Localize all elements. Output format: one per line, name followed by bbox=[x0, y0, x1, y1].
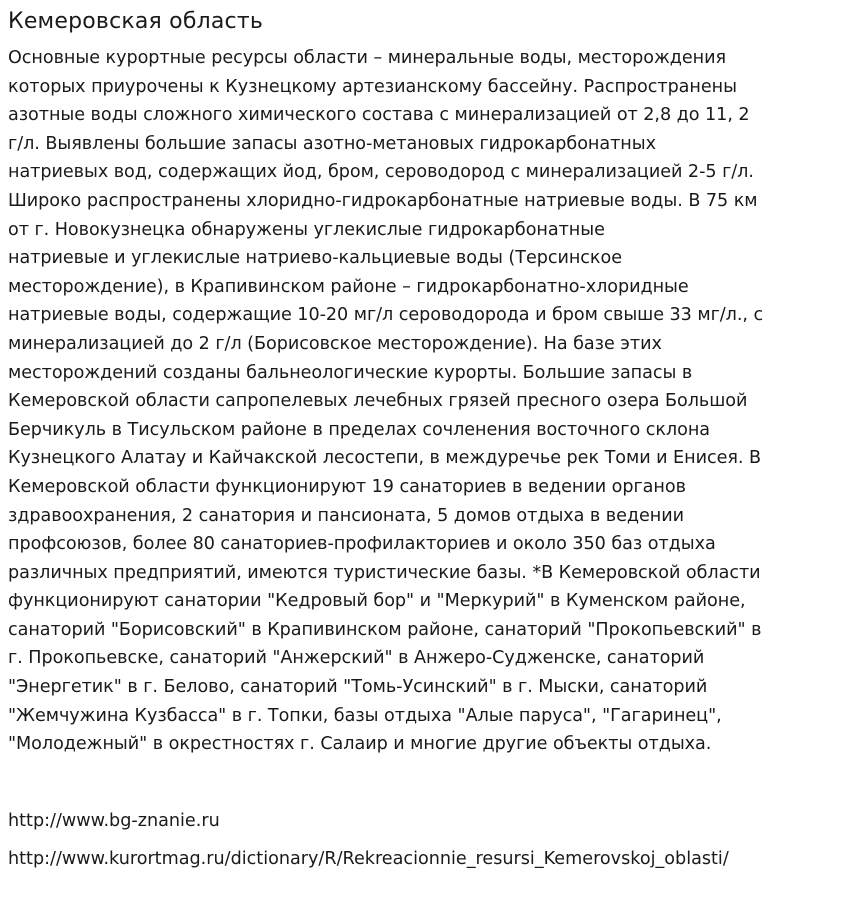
source-links bbox=[8, 807, 839, 873]
source-link-kurortmag[interactable]: http://www.kurortmag.ru/dictionary/R/Rekreacionnie_resursi_Kemerovskoj_oblasti/ bbox=[8, 848, 729, 869]
source-link-bg-znanie[interactable]: http://www.bg-znanie.ru bbox=[8, 810, 220, 831]
article-body: Основные курортные ресурсы области – минеральные воды, месторождения которых приурочены к Кузнецкому артезианскому бассейну. Распространены азотные воды сложного химического состава с минерализацией от 2,8 до 11, 2 г/л. Выявлены большие запасы азотно-метановых гидрокарбонатных натриевых вод, содержащих йод, бром, сероводород с минерализацией 2-5 г/л. Широко распространены хлоридно-гидрокарбонатные натриевые воды. В 75 км от г. Новокузнецка обнаружены углекислые гидрокарбонатные натриевые и углекислые натриево-кальциевые воды (Терсинское месторождение), в Крапивинском районе – гидрокарбонатно-хлоридные натриевые воды, содержащие 10-20 мг/л сероводорода и бром свыше 33 мг/л., с минерализацией до 2 г/л (Борисовское месторождение). На базе этих месторождений созданы бальнеологические курорты. Большие запасы в Кемеровской области сапропелевых лечебных грязей пресного озера Большой Берчикуль в Тисульском районе в пределах сочленения восточного склона Кузнецкого Алатау и Кайчакской лесостепи, в междуречье рек Томи и Енисея. В Кемеровской области функционируют 19 санаториев в ведении органов здравоохранения, 2 санатория и пансионата, 5 домов отдыха в ведении профсоюзов, более 80 санаториев-профилакториев и около 350 баз отдыха различных предприятий, имеются туристические базы. *В Кемеровской области функционируют санатории "Кедровый бор" и "Меркурий" в Куменском районе, санаторий "Борисовский" в Крапивинском районе, санаторий "Прокопьевский" в г. Прокопьевске, санаторий "Анжерский" в Анжеро-Судженске, санаторий "Энергетик" в г. Белово, санаторий "Томь-Усинский" в г. Мыски, санаторий "Жемчужина Кузбасса" в г. Топки, базы отдыха "Алые паруса", "Гагаринец", "Молодежный" в окрестностях г. Салаир и многие другие объекты отдыха. bbox=[8, 48, 764, 755]
page-title: Кемеровская область bbox=[8, 9, 264, 34]
